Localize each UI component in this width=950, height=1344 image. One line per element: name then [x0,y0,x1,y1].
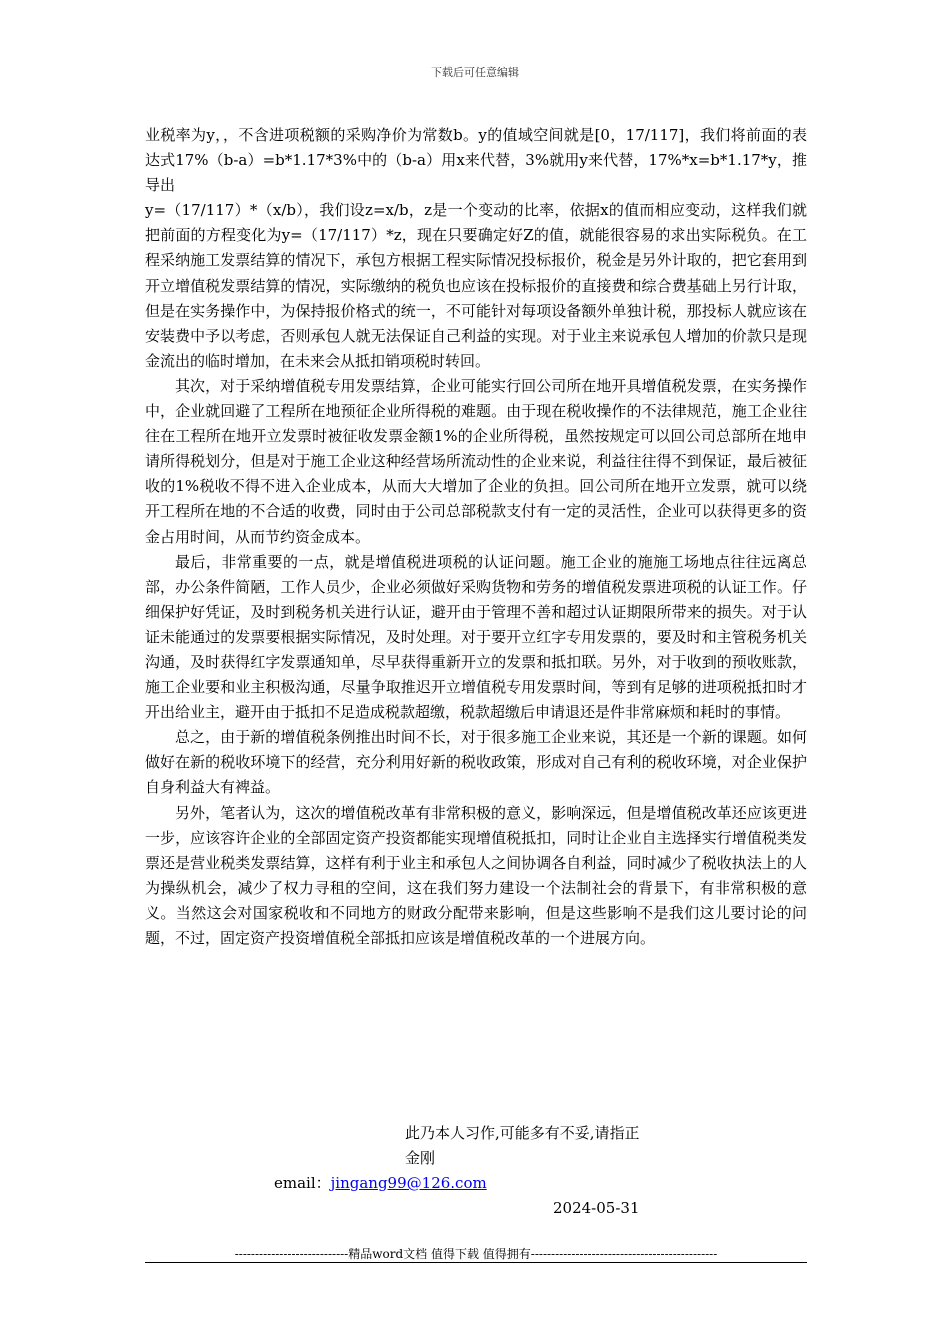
page-footer: ----------------------------精品word文档 值得下载 值得拥有---------------------------------------------- [234,1247,718,1261]
paragraph: 最后，非常重要的一点，就是增值税进项税的认证问题。施工企业的施施工场地点往往远离总部，办公条件简陋，工作人员少，企业必须做好采购货物和劳务的增值税发票进项税的认证工作。仔细保护好凭证，及时到税务机关进行认证，避开由于管理不善和超过认证期限所带来的损失。对于认证未能通过的发票要根据实际情况，及时处理。对于要开立红字专用发票的，要及时和主管税务机关沟通，及时获得红字发票通知单，尽早获得重新开立的发票和抵扣联。另外，对于收到的预收账款，施工企业要和业主积极沟通，尽量争取推迟开立增值税专用发票时间，等到有足够的进项税抵扣时才开出给业主，避开由于抵扣不足造成税款超缴，税款超缴后申请退还是件非常麻烦和耗时的事情。 [145,552,807,722]
paragraph: 另外，笔者认为，这次的增值税改革有非常积极的意义，影响深远，但是增值税改革还应该更进一步，应该容许企业的全部固定资产投资都能实现增值税抵扣，同时让企业自主选择实行增值税类发票还是营业税类发票结算，这样有利于业主和承包人之间协调各自利益，同时减少了税收执法上的人为操纵机会，减少了权力寻租的空间，这在我们努力建设一个法制社会的背景下，有非常积极的意义。当然这会对国家税收和不同地方的财政分配带来影响，但是这些影响不是我们这儿要讨论的问题，不过，固定资产投资增值税全部抵扣应该是增值税改革的一个进展方向。 [145,803,807,947]
document-body [145,123,807,951]
signature-email-row [274,1173,487,1193]
footer-divider [145,1262,807,1263]
email-label: email： [274,1174,331,1192]
paragraph: 其次，对于采纳增值税专用发票结算，企业可能实行回公司所在地开具增值税发票，在实务操作中，企业就回避了工程所在地预征企业所得税的难题。由于现在税收操作的不法律规范，施工企业往往在工程所在地开立发票时被征收发票金额1%的企业所得税，虽然按规定可以回公司总部所在地申请所得税划分，但是对于施工企业这种经营场所流动性的企业来说，利益往往得不到保证，最后被征收的1%税收不得不进入企业成本，从而大大增加了企业的负担。回公司所在地开立发票，就可以绕开工程所在地的不合适的收费，同时由于公司总部税款支付有一定的灵活性，企业可以获得更多的资金占用时间，从而节约资金成本。 [145,376,807,546]
signature-date: 2024-05-31 [553,1199,640,1217]
signature-author: 金刚 [405,1149,436,1167]
email-link[interactable]: jingang99@126.com [330,1174,487,1192]
paragraph: 总之，由于新的增值税条例推出时间不长，对于很多施工企业来说，其还是一个新的课题。如何做好在新的税收环境下的经营，充分利用好新的税收政策，形成对自己有利的税收环境，对企业保护自身利益大有裨益。 [145,728,807,797]
paragraph: y=（17/117）*（x/b），我们设z=x/b，z是一个变动的比率，依据x的值而相应变动，这样我们就把前面的方程变化为y=（17/117）*z，现在只要确定好Z的值，就能很容易的求出实际税负。在工程采纳施工发票结算的情况下，承包方根据工程实际情况投标报价，税金是另外计取的，把它套用到开立增值税发票结算的情况，实际缴纳的税负也应该在投标报价的直接费和综合费基础上另行计取，但是在实务操作中，为保持报价格式的统一，不可能针对每项设备额外单独计税，那投标人就应该在安装费中予以考虑，否则承包人就无法保证自己利益的实现。对于业主来说承包人增加的价款只是现金流出的临时增加，在未来会从抵扣销项税时转回。 [145,201,807,370]
paragraph: 业税率为y，，不含进项税额的采购净价为常数b。y的值域空间就是[0，17/117]，我们将前面的表达式17%（b-a）=b*1.17*3%中的（b-a）用x来代替，3%就用y来代替，17%*x=b*1.17*y，推导出 [145,126,807,195]
signature-note: 此乃本人习作,可能多有不妥,请指正 [405,1124,640,1142]
page-header: 下载后可任意编辑 [431,66,519,79]
